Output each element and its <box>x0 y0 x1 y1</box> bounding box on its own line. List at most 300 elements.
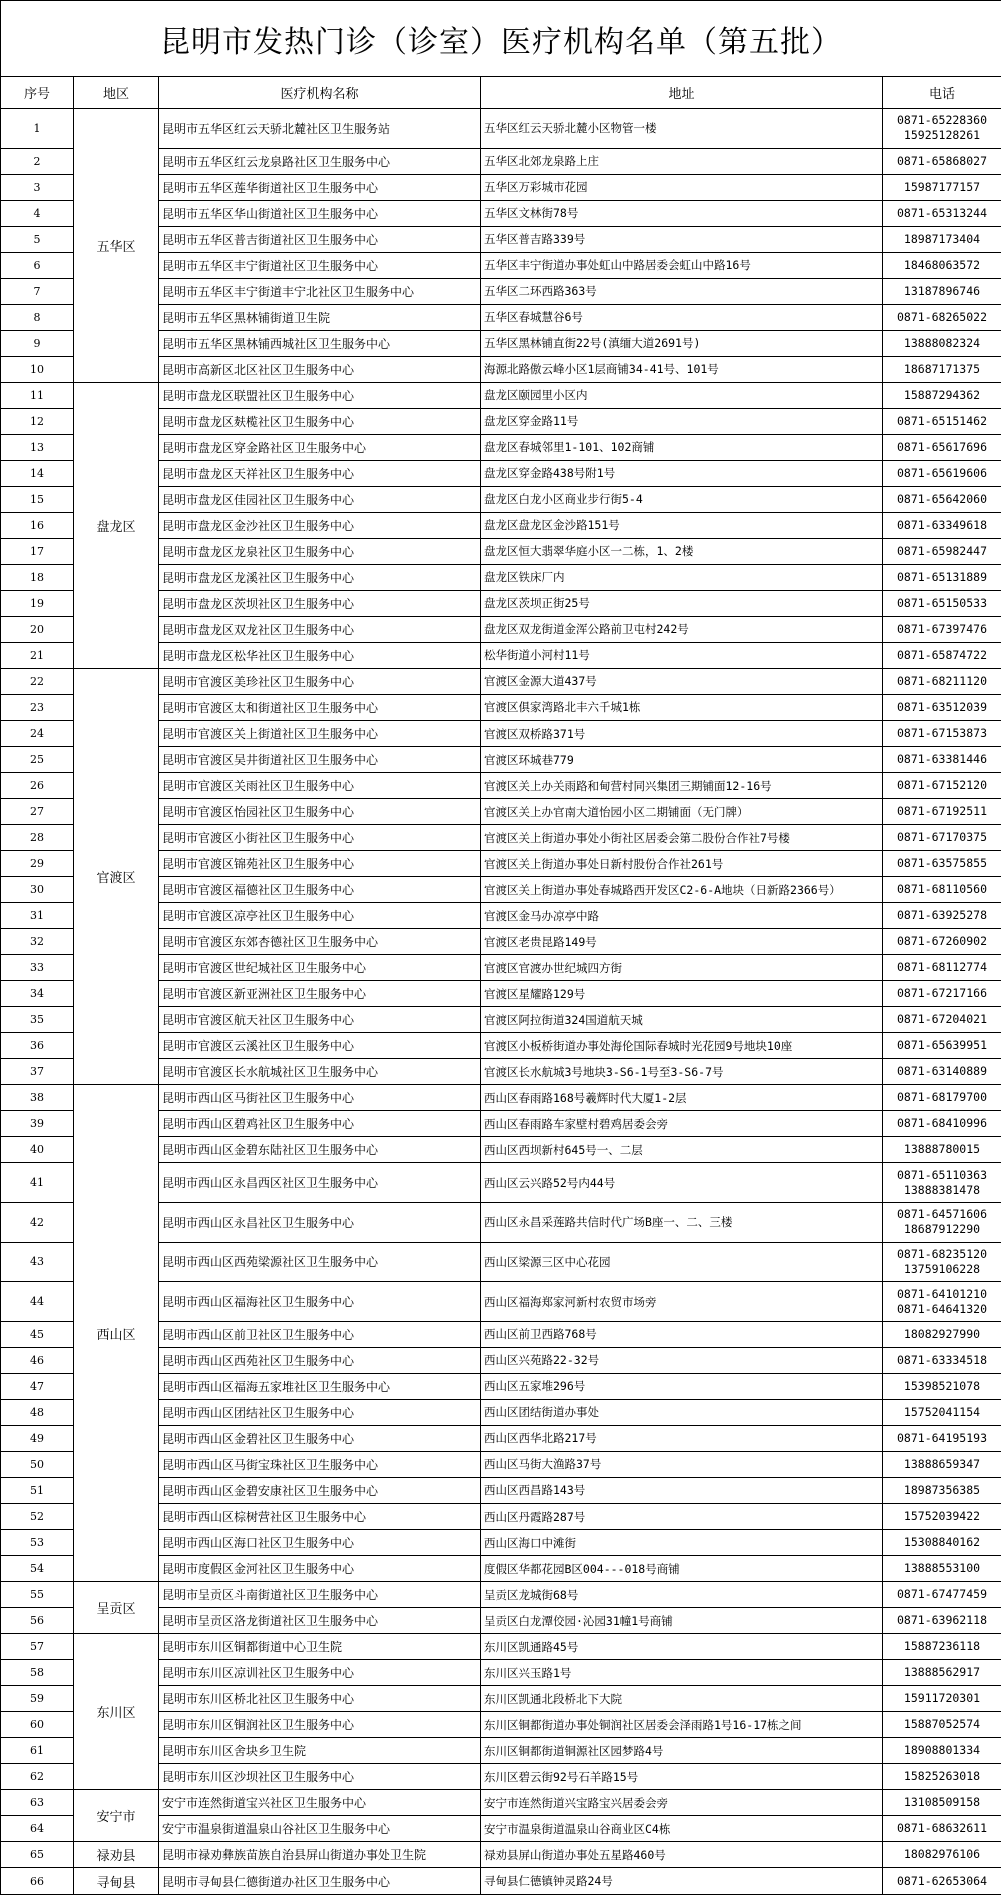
phone-number: 0871-63381446 <box>897 752 988 767</box>
institution-name: 昆明市官渡区新亚洲社区卫生服务中心 <box>159 981 481 1007</box>
phone-cell <box>883 200 1001 226</box>
phone-number: 0871-67260902 <box>897 934 988 949</box>
table-row <box>1 1842 1001 1868</box>
institution-name: 昆明市西山区永昌社区卫生服务中心 <box>159 1202 481 1242</box>
phone-cell <box>883 694 1001 720</box>
phone-number: 0871-68235120 <box>897 1246 988 1261</box>
institution-address: 五华区万彩城市花园 <box>481 174 883 200</box>
phone-cell <box>883 1790 1001 1816</box>
row-number: 10 <box>1 356 74 382</box>
phone-number: 13888082324 <box>903 335 981 350</box>
phone-number: 0871-65619606 <box>897 465 988 480</box>
phone-number: 15925128261 <box>903 128 981 143</box>
row-number: 6 <box>1 252 74 278</box>
page-title: 昆明市发热门诊（诊室）医疗机构名单（第五批） <box>1 1 1001 77</box>
institution-name: 昆明市度假区金河社区卫生服务中心 <box>159 1556 481 1582</box>
phone-cell <box>883 1608 1001 1634</box>
table-row <box>1 1085 1001 1111</box>
phone-cell <box>883 330 1001 356</box>
district-cell: 五华区 <box>74 109 159 383</box>
phone-cell <box>883 226 1001 252</box>
institution-name: 昆明市西山区马街社区卫生服务中心 <box>159 1085 481 1111</box>
row-number: 50 <box>1 1451 74 1477</box>
institution-name: 昆明市西山区金碧社区卫生服务中心 <box>159 1425 481 1451</box>
row-number: 57 <box>1 1634 74 1660</box>
institution-name: 昆明市官渡区怡园社区卫生服务中心 <box>159 799 481 825</box>
institution-name: 昆明市官渡区凉亭社区卫生服务中心 <box>159 903 481 929</box>
row-number: 3 <box>1 174 74 200</box>
institution-name: 昆明市官渡区云溪社区卫生服务中心 <box>159 1033 481 1059</box>
phone-number: 18082976106 <box>903 1847 981 1862</box>
row-number: 22 <box>1 668 74 694</box>
phone-number: 0871-64641320 <box>897 1301 988 1316</box>
phone-number: 18987356385 <box>903 1482 981 1497</box>
institution-address: 西山区梁源三区中心花园 <box>481 1242 883 1282</box>
row-number: 23 <box>1 694 74 720</box>
phone-cell <box>883 1321 1001 1347</box>
institution-name: 昆明市盘龙区双龙社区卫生服务中心 <box>159 616 481 642</box>
institution-name: 昆明市西山区福海社区卫生服务中心 <box>159 1282 481 1322</box>
phone-number: 0871-63140889 <box>897 1064 988 1079</box>
institution-address: 盘龙区颐园里小区内 <box>481 382 883 408</box>
phone-cell <box>883 1007 1001 1033</box>
row-number: 34 <box>1 981 74 1007</box>
institution-name: 昆明市官渡区福德社区卫生服务中心 <box>159 877 481 903</box>
institution-name: 昆明市官渡区小街社区卫生服务中心 <box>159 825 481 851</box>
phone-number: 0871-65313244 <box>897 205 988 220</box>
table-row <box>1 382 1001 408</box>
institution-name: 昆明市高新区北区社区卫生服务中心 <box>159 356 481 382</box>
phone-cell <box>883 1582 1001 1608</box>
row-number: 38 <box>1 1085 74 1111</box>
institution-address: 官渡区俱家湾路北丰六千城1栋 <box>481 694 883 720</box>
phone-cell <box>883 1451 1001 1477</box>
row-number: 14 <box>1 460 74 486</box>
institution-address: 安宁市连然街道兴宝路宝兴居委会旁 <box>481 1790 883 1816</box>
table-row <box>1 1868 1001 1895</box>
phone-number: 13888381478 <box>903 1182 981 1197</box>
row-number: 19 <box>1 590 74 616</box>
row-number: 15 <box>1 486 74 512</box>
phone-number: 0871-64195193 <box>897 1430 988 1445</box>
phone-cell <box>883 1712 1001 1738</box>
institution-address: 官渡区小板桥街道办事处海伦国际春城时光花园9号地块10座 <box>481 1033 883 1059</box>
phone-cell <box>883 1660 1001 1686</box>
phone-cell <box>883 877 1001 903</box>
phone-number: 0871-68110560 <box>897 882 988 897</box>
phone-number: 13108509158 <box>903 1795 981 1810</box>
phone-number: 0871-68632611 <box>897 1821 988 1836</box>
institution-name: 昆明市西山区金碧东陆社区卫生服务中心 <box>159 1137 481 1163</box>
phone-cell <box>883 109 1001 149</box>
institution-name: 昆明市官渡区吴井街道社区卫生服务中心 <box>159 747 481 773</box>
phone-cell <box>883 1477 1001 1503</box>
institution-address: 东川区凯通路45号 <box>481 1634 883 1660</box>
phone-cell <box>883 929 1001 955</box>
phone-number: 0871-63575855 <box>897 856 988 871</box>
institution-name: 昆明市西山区西苑梁源社区卫生服务中心 <box>159 1242 481 1282</box>
row-number: 32 <box>1 929 74 955</box>
institution-name: 昆明市官渡区锦苑社区卫生服务中心 <box>159 851 481 877</box>
district-cell: 官渡区 <box>74 668 159 1084</box>
district-cell: 寻甸县 <box>74 1868 159 1895</box>
phone-cell <box>883 955 1001 981</box>
phone-number: 0871-67477459 <box>897 1587 988 1602</box>
institution-address: 东川区碧云街92号石羊路15号 <box>481 1764 883 1790</box>
phone-cell <box>883 903 1001 929</box>
phone-cell <box>883 590 1001 616</box>
row-number: 44 <box>1 1282 74 1322</box>
phone-cell <box>883 825 1001 851</box>
row-number: 64 <box>1 1816 74 1842</box>
row-number: 4 <box>1 200 74 226</box>
phone-cell <box>883 747 1001 773</box>
row-number: 9 <box>1 330 74 356</box>
institution-address: 官渡区长水航城3号地块3-S6-1号至3-S6-7号 <box>481 1059 883 1085</box>
row-number: 11 <box>1 382 74 408</box>
phone-number: 13187896746 <box>903 283 981 298</box>
phone-cell <box>883 278 1001 304</box>
institution-name: 昆明市官渡区长水航城社区卫生服务中心 <box>159 1059 481 1085</box>
phone-cell <box>883 356 1001 382</box>
phone-number: 15911720301 <box>903 1691 981 1706</box>
row-number: 16 <box>1 512 74 538</box>
institution-name: 昆明市盘龙区龙泉社区卫生服务中心 <box>159 538 481 564</box>
phone-cell <box>883 1399 1001 1425</box>
institution-name: 昆明市盘龙区松华社区卫生服务中心 <box>159 642 481 668</box>
institution-address: 官渡区官渡办世纪城四方街 <box>481 955 883 981</box>
institution-address: 官渡区金马办凉亭中路 <box>481 903 883 929</box>
phone-number: 0871-65228360 <box>897 113 988 128</box>
row-number: 45 <box>1 1321 74 1347</box>
institution-address: 官渡区老贵昆路149号 <box>481 929 883 955</box>
header-address: 地址 <box>481 77 883 109</box>
institution-name: 昆明市盘龙区龙溪社区卫生服务中心 <box>159 564 481 590</box>
institution-name: 昆明市五华区华山街道社区卫生服务中心 <box>159 200 481 226</box>
row-number: 30 <box>1 877 74 903</box>
institution-address: 西山区兴苑路22-32号 <box>481 1347 883 1373</box>
row-number: 55 <box>1 1582 74 1608</box>
institution-name: 昆明市官渡区关雨社区卫生服务中心 <box>159 773 481 799</box>
phone-number: 18908801334 <box>903 1743 981 1758</box>
institution-address: 官渡区关上办官南大道怡园小区二期铺面（无门牌） <box>481 799 883 825</box>
phone-cell <box>883 252 1001 278</box>
phone-number: 0871-67204021 <box>897 1012 988 1027</box>
phone-number: 0871-63925278 <box>897 908 988 923</box>
institution-address: 盘龙区春城邻里1-101、102商铺 <box>481 434 883 460</box>
row-number: 47 <box>1 1373 74 1399</box>
institution-name: 昆明市西山区福海五家堆社区卫生服务中心 <box>159 1373 481 1399</box>
phone-number: 13759106228 <box>903 1261 981 1276</box>
header-no: 序号 <box>1 77 74 109</box>
institution-address: 东川区兴玉路1号 <box>481 1660 883 1686</box>
institution-name: 昆明市五华区红云龙泉路社区卫生服务中心 <box>159 148 481 174</box>
row-number: 49 <box>1 1425 74 1451</box>
institution-name: 昆明市东川区桥北社区卫生服务中心 <box>159 1686 481 1712</box>
row-number: 48 <box>1 1399 74 1425</box>
phone-cell <box>883 1556 1001 1582</box>
phone-cell <box>883 1202 1001 1242</box>
row-number: 51 <box>1 1477 74 1503</box>
row-number: 66 <box>1 1868 74 1895</box>
phone-cell <box>883 642 1001 668</box>
institution-address: 西山区五家堆296号 <box>481 1373 883 1399</box>
phone-number: 15308840162 <box>903 1535 981 1550</box>
phone-number: 13888659347 <box>903 1456 981 1471</box>
phone-number: 0871-68265022 <box>897 309 988 324</box>
institution-name: 昆明市五华区黑林铺西城社区卫生服务中心 <box>159 330 481 356</box>
phone-number: 13888553100 <box>903 1561 981 1576</box>
phone-cell <box>883 460 1001 486</box>
phone-number: 15825263018 <box>903 1769 981 1784</box>
phone-number: 0871-64571606 <box>897 1207 988 1222</box>
institution-address: 盘龙区铁床厂内 <box>481 564 883 590</box>
institution-name: 昆明市西山区棕树营社区卫生服务中心 <box>159 1504 481 1530</box>
phone-cell <box>883 1816 1001 1842</box>
table-row <box>1 1582 1001 1608</box>
row-number: 65 <box>1 1842 74 1868</box>
phone-number: 0871-65874722 <box>897 647 988 662</box>
phone-cell <box>883 668 1001 694</box>
district-cell: 东川区 <box>74 1634 159 1790</box>
phone-cell <box>883 1425 1001 1451</box>
row-number: 2 <box>1 148 74 174</box>
institution-address: 呈贡区白龙潭佼园·沁园31幢1号商铺 <box>481 1608 883 1634</box>
phone-cell <box>883 1738 1001 1764</box>
district-cell: 西山区 <box>74 1085 159 1582</box>
row-number: 17 <box>1 538 74 564</box>
institution-name: 安宁市连然街道宝兴社区卫生服务中心 <box>159 1790 481 1816</box>
institution-address: 西山区福海郑家河新村农贸市场旁 <box>481 1282 883 1322</box>
row-number: 25 <box>1 747 74 773</box>
district-cell: 禄劝县 <box>74 1842 159 1868</box>
institution-name: 昆明市西山区前卫社区卫生服务中心 <box>159 1321 481 1347</box>
phone-number: 18082927990 <box>903 1326 981 1341</box>
table-row <box>1 668 1001 694</box>
phone-cell <box>883 1137 1001 1163</box>
institution-address: 度假区华都花园B区004---018号商铺 <box>481 1556 883 1582</box>
institution-address: 五华区红云天骄北麓小区物管一楼 <box>481 109 883 149</box>
institution-name: 昆明市东川区铜润社区卫生服务中心 <box>159 1712 481 1738</box>
phone-number: 0871-63512039 <box>897 699 988 714</box>
table-row <box>1 1634 1001 1660</box>
institution-name: 昆明市西山区碧鸡社区卫生服务中心 <box>159 1111 481 1137</box>
table-row <box>1 109 1001 149</box>
phone-number: 0871-68112774 <box>897 960 988 975</box>
phone-number: 0871-65639951 <box>897 1038 988 1053</box>
institution-address: 西山区丹霞路287号 <box>481 1504 883 1530</box>
phone-number: 0871-68179700 <box>897 1090 988 1105</box>
phone-cell <box>883 174 1001 200</box>
row-number: 63 <box>1 1790 74 1816</box>
institution-address: 五华区北郊龙泉路上庄 <box>481 148 883 174</box>
institution-address: 西山区马街大渔路37号 <box>481 1451 883 1477</box>
phone-cell <box>883 1347 1001 1373</box>
phone-number: 0871-64101210 <box>897 1286 988 1301</box>
phone-cell <box>883 1163 1001 1203</box>
phone-number: 0871-67192511 <box>897 804 988 819</box>
row-number: 58 <box>1 1660 74 1686</box>
row-number: 60 <box>1 1712 74 1738</box>
row-number: 26 <box>1 773 74 799</box>
institution-name: 昆明市西山区西苑社区卫生服务中心 <box>159 1347 481 1373</box>
institution-name: 昆明市西山区团结社区卫生服务中心 <box>159 1399 481 1425</box>
phone-cell <box>883 616 1001 642</box>
institution-name: 昆明市西山区马街宝珠社区卫生服务中心 <box>159 1451 481 1477</box>
phone-number: 0871-67397476 <box>897 621 988 636</box>
phone-number: 0871-65617696 <box>897 439 988 454</box>
phone-number: 15887294362 <box>903 387 981 402</box>
row-number: 42 <box>1 1202 74 1242</box>
phone-number: 0871-67217166 <box>897 986 988 1001</box>
header-name: 医疗机构名称 <box>159 77 481 109</box>
institution-address: 五华区黑林铺直街22号(滇缅大道2691号) <box>481 330 883 356</box>
phone-cell <box>883 304 1001 330</box>
institution-name: 昆明市五华区黑林铺街道卫生院 <box>159 304 481 330</box>
row-number: 40 <box>1 1137 74 1163</box>
row-number: 24 <box>1 721 74 747</box>
phone-number: 18987173404 <box>903 231 981 246</box>
institution-name: 昆明市东川区铜都街道中心卫生院 <box>159 1634 481 1660</box>
institution-name: 昆明市五华区莲华街道社区卫生服务中心 <box>159 174 481 200</box>
institution-name: 昆明市官渡区太和街道社区卫生服务中心 <box>159 694 481 720</box>
row-number: 7 <box>1 278 74 304</box>
institution-address: 官渡区关上街道办事处春城路西开发区C2-6-A地块（日新路2366号） <box>481 877 883 903</box>
phone-number: 18687912290 <box>903 1222 981 1237</box>
institution-address: 西山区团结街道办事处 <box>481 1399 883 1425</box>
phone-cell <box>883 1686 1001 1712</box>
phone-cell <box>883 1764 1001 1790</box>
phone-cell <box>883 851 1001 877</box>
institution-name: 昆明市官渡区关上街道社区卫生服务中心 <box>159 721 481 747</box>
institution-address: 西山区西坝新村645号一、二层 <box>481 1137 883 1163</box>
row-number: 29 <box>1 851 74 877</box>
institution-address: 五华区丰宁街道办事处虹山中路居委会虹山中路16号 <box>481 252 883 278</box>
phone-number: 15752041154 <box>903 1404 981 1419</box>
institution-name: 昆明市五华区普吉街道社区卫生服务中心 <box>159 226 481 252</box>
row-number: 53 <box>1 1530 74 1556</box>
phone-number: 0871-68211120 <box>897 673 988 688</box>
institution-name: 昆明市呈贡区洛龙街道社区卫生服务中心 <box>159 1608 481 1634</box>
institution-address: 盘龙区穿金路11号 <box>481 408 883 434</box>
phone-cell <box>883 148 1001 174</box>
phone-cell <box>883 512 1001 538</box>
phone-cell <box>883 1111 1001 1137</box>
phone-cell <box>883 1842 1001 1868</box>
phone-cell <box>883 1373 1001 1399</box>
row-number: 41 <box>1 1163 74 1203</box>
institution-name: 安宁市温泉街道温泉山谷社区卫生服务中心 <box>159 1816 481 1842</box>
institution-address: 盘龙区双龙街道金浑公路前卫屯村242号 <box>481 616 883 642</box>
institution-address: 寻甸县仁德镇钟灵路24号 <box>481 1868 883 1895</box>
row-number: 61 <box>1 1738 74 1764</box>
row-number: 36 <box>1 1033 74 1059</box>
institution-address: 西山区春雨路车家壁村碧鸡居委会旁 <box>481 1111 883 1137</box>
institution-address: 五华区春城慧谷6号 <box>481 304 883 330</box>
institution-address: 五华区二环西路363号 <box>481 278 883 304</box>
phone-number: 0871-63349618 <box>897 517 988 532</box>
institution-name: 昆明市盘龙区天祥社区卫生服务中心 <box>159 460 481 486</box>
row-number: 52 <box>1 1504 74 1530</box>
institution-name: 昆明市盘龙区联盟社区卫生服务中心 <box>159 382 481 408</box>
row-number: 39 <box>1 1111 74 1137</box>
phone-number: 0871-65642060 <box>897 491 988 506</box>
institution-address: 东川区凯通北段桥北下大院 <box>481 1686 883 1712</box>
phone-number: 0871-63334518 <box>897 1352 988 1367</box>
phone-cell <box>883 434 1001 460</box>
phone-cell <box>883 1504 1001 1530</box>
row-number: 8 <box>1 304 74 330</box>
phone-cell <box>883 1085 1001 1111</box>
institution-name: 昆明市呈贡区斗南街道社区卫生服务中心 <box>159 1582 481 1608</box>
institution-name: 昆明市官渡区东郊杏德社区卫生服务中心 <box>159 929 481 955</box>
phone-cell <box>883 981 1001 1007</box>
phone-cell <box>883 721 1001 747</box>
row-number: 33 <box>1 955 74 981</box>
institution-address: 松华街道小河村11号 <box>481 642 883 668</box>
institution-address: 西山区海口中滩街 <box>481 1530 883 1556</box>
phone-cell <box>883 1634 1001 1660</box>
phone-number: 0871-65131889 <box>897 569 988 584</box>
district-cell: 盘龙区 <box>74 382 159 668</box>
institution-address: 官渡区环城巷779 <box>481 747 883 773</box>
institution-name: 昆明市东川区凉训社区卫生服务中心 <box>159 1660 481 1686</box>
institution-name: 昆明市西山区永昌西区社区卫生服务中心 <box>159 1163 481 1203</box>
institution-address: 西山区永昌采莲路共信时代广场B座一、二、三楼 <box>481 1202 883 1242</box>
phone-cell <box>883 773 1001 799</box>
row-number: 56 <box>1 1608 74 1634</box>
institution-address: 盘龙区恒大翡翠华庭小区一二栋，1、2楼 <box>481 538 883 564</box>
phone-cell <box>883 382 1001 408</box>
row-number: 28 <box>1 825 74 851</box>
phone-number: 0871-65110363 <box>897 1167 988 1182</box>
phone-number: 15752039422 <box>903 1509 981 1523</box>
institution-address: 盘龙区白龙小区商业步行街5-4 <box>481 486 883 512</box>
institution-address: 西山区云兴路52号内44号 <box>481 1163 883 1203</box>
institution-name: 昆明市官渡区世纪城社区卫生服务中心 <box>159 955 481 981</box>
phone-number: 15987177157 <box>903 179 981 194</box>
phone-number: 15887052574 <box>903 1717 981 1732</box>
header-row <box>1 77 1001 109</box>
institution-name: 昆明市盘龙区麸榄社区卫生服务中心 <box>159 408 481 434</box>
institution-name: 昆明市五华区丰宁街道社区卫生服务中心 <box>159 252 481 278</box>
institution-name: 昆明市盘龙区金沙社区卫生服务中心 <box>159 512 481 538</box>
institution-address: 西山区西昌路143号 <box>481 1477 883 1503</box>
district-cell: 安宁市 <box>74 1790 159 1842</box>
row-number: 27 <box>1 799 74 825</box>
institution-address: 西山区西华北路217号 <box>481 1425 883 1451</box>
row-number: 59 <box>1 1686 74 1712</box>
institution-name: 昆明市西山区金碧安康社区卫生服务中心 <box>159 1477 481 1503</box>
institution-name: 昆明市官渡区美珍社区卫生服务中心 <box>159 668 481 694</box>
header-phone: 电话 <box>883 77 1001 109</box>
institution-address: 盘龙区穿金路438号附1号 <box>481 460 883 486</box>
institution-name: 昆明市东川区舍块乡卫生院 <box>159 1738 481 1764</box>
phone-number: 0871-63962118 <box>897 1613 988 1628</box>
institution-address: 安宁市温泉街道温泉山谷商业区C4栋 <box>481 1816 883 1842</box>
phone-number: 0871-65150533 <box>897 595 988 610</box>
phone-cell <box>883 1868 1001 1895</box>
phone-number: 18687171375 <box>903 361 981 376</box>
institution-address: 东川区铜都街道铜源社区园梦路4号 <box>481 1738 883 1764</box>
phone-cell <box>883 564 1001 590</box>
phone-number: 0871-68410996 <box>897 1116 988 1131</box>
phone-number: 0871-67152120 <box>897 778 988 793</box>
row-number: 54 <box>1 1556 74 1582</box>
phone-number: 0871-65151462 <box>897 413 988 428</box>
institution-address: 官渡区关上办关雨路和甸营村同兴集团三期铺面12-16号 <box>481 773 883 799</box>
phone-cell <box>883 1033 1001 1059</box>
